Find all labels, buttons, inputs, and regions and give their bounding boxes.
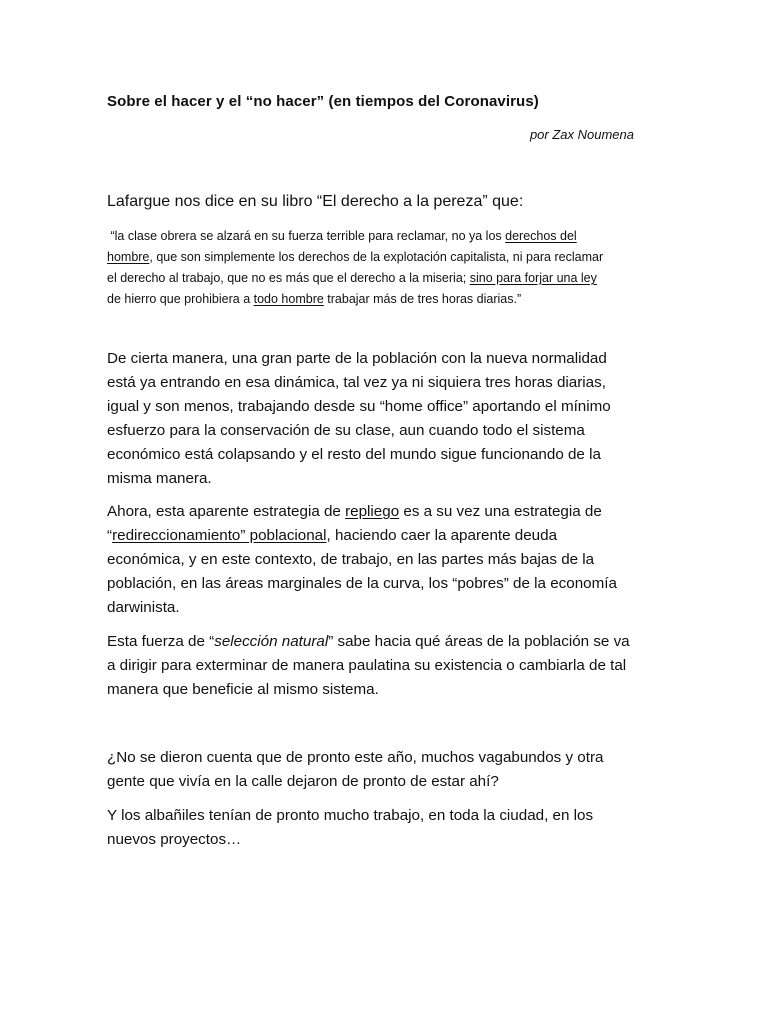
paragraph-text: es a su vez una estrategia de: [399, 503, 602, 520]
paragraph-text: Esta fuerza de “: [107, 633, 215, 650]
paragraph-text: Ahora, esta aparente estrategia de: [107, 503, 346, 520]
quote-line: [107, 247, 663, 268]
paragraph-line: [107, 630, 667, 654]
intro-line: Lafargue nos dice en su libro “El derecho a la pereza” que:: [107, 193, 524, 210]
paragraph-line: gente que vivía en la calle dejaron de pronto de estar ahí?: [107, 773, 499, 790]
paragraph-line: esfuerzo para la conservación de su clase, aun cuando todo el sistema: [107, 422, 585, 439]
quote-line: [107, 289, 663, 310]
paragraph-line: [107, 500, 667, 524]
paragraph-line: está ya entrando en esa dinámica, tal vez ya ni siquiera tres horas diarias,: [107, 374, 606, 391]
paragraph-text: , haciendo caer la aparente deuda: [326, 527, 558, 544]
paragraph-2: [107, 500, 667, 620]
quote-text: de hierro que prohibiera a: [107, 292, 254, 306]
paragraph-1: [107, 347, 667, 491]
paragraph-line: misma manera.: [107, 470, 212, 487]
underlined-text: todo hombre: [253, 292, 324, 306]
quote-text: “la clase obrera se alzará en su fuerza terrible para reclamar, no ya los: [110, 229, 506, 243]
paragraph-line: nuevos proyectos…: [107, 831, 242, 848]
quote-text: , que son simplemente los derechos de la explotación capitalista, ni para reclamar: [149, 250, 604, 264]
underlined-text: hombre: [107, 250, 150, 264]
italic-text: selección natural: [214, 633, 329, 650]
paragraph-line: población, en las áreas marginales de la curva, los “pobres” de la economía: [107, 575, 617, 592]
paragraph-line: darwinista.: [107, 599, 180, 616]
paragraph-line: manera que beneficie al mismo sistema.: [107, 681, 379, 698]
quote-line: [107, 268, 663, 289]
quote-text: el derecho al trabajo, que no es más que el derecho a la miseria;: [107, 271, 470, 285]
paragraph-4: [107, 746, 667, 794]
paragraph-line: económico está colapsando y el resto del mundo sigue funcionando de la: [107, 446, 601, 463]
underlined-text: sino para forjar una ley: [469, 271, 597, 285]
paragraph-line: Y los albañiles tenían de pronto mucho trabajo, en toda la ciudad, en los: [107, 807, 594, 824]
paragraph-line: económica, y en este contexto, de trabajo, en las partes más bajas de la: [107, 551, 595, 568]
paragraph-text: ” sabe hacia qué áreas de la población se va: [328, 633, 630, 650]
paragraph-line: igual y son menos, trabajando desde su “home office” aportando el mínimo: [107, 398, 611, 415]
paragraph-line: ¿No se dieron cuenta que de pronto este año, muchos vagabundos y otra: [107, 749, 604, 766]
quote-text: trabajar más de tres horas diarias.”: [323, 292, 522, 306]
document-title: Sobre el hacer y el “no hacer” (en tiempos del Coronavirus): [107, 93, 539, 110]
paragraph-line: [107, 524, 667, 548]
paragraph-line: a dirigir para exterminar de manera paulatina su existencia o cambiarla de tal: [107, 657, 627, 674]
paragraph-text: “: [107, 527, 113, 544]
lafargue-quote: [107, 226, 663, 310]
quote-line: [107, 226, 663, 247]
underlined-text: derechos del: [505, 229, 577, 243]
paragraph-line: De cierta manera, una gran parte de la población con la nueva normalidad: [107, 350, 607, 367]
underlined-text: repliego: [345, 503, 400, 520]
paragraph-3: [107, 630, 667, 702]
underlined-text: redireccionamiento” poblacional: [112, 527, 327, 544]
paragraph-5: [107, 804, 667, 852]
author-byline: por Zax Noumena: [529, 127, 634, 142]
